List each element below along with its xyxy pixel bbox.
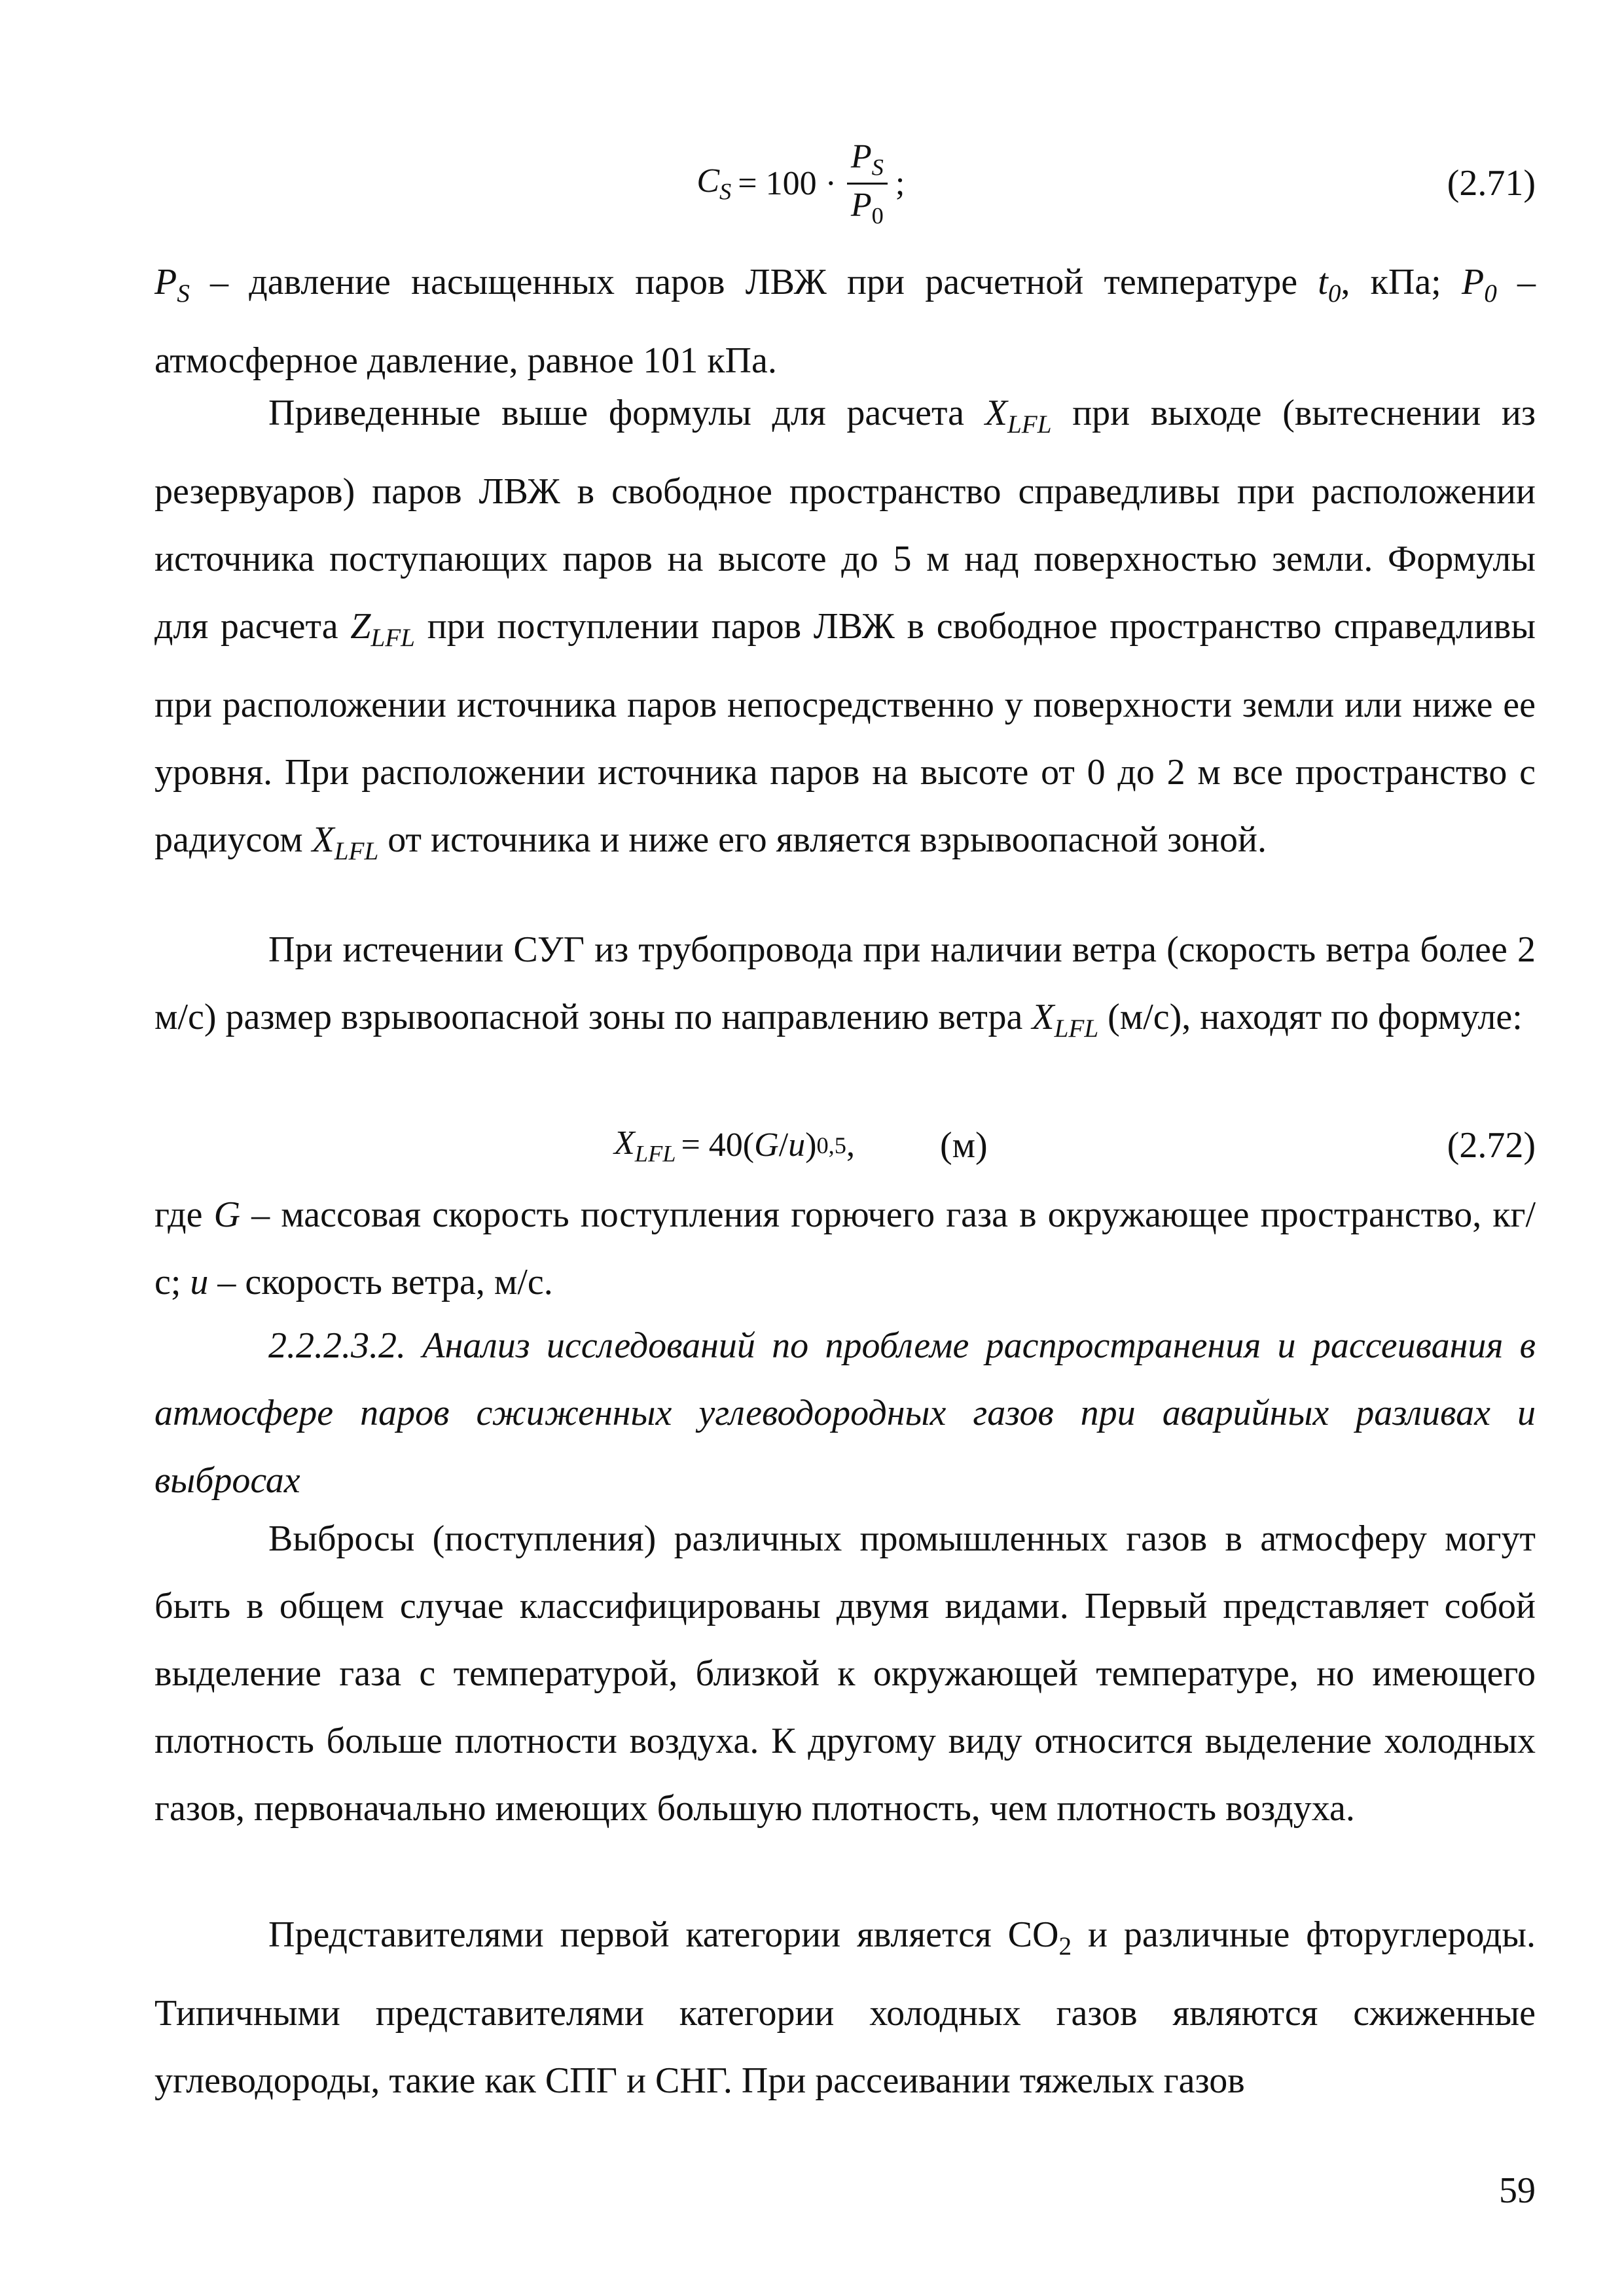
section-heading: 2.2.2.3.2. Анализ исследований по проблеме распространения и рассеивания в атмосфере паров сжиженных углеводородных газов при аварийных разливах и выбросах [154,1325,1536,1501]
eq271-tail: ; [895,164,905,202]
eq271-operator: = 100 · [738,164,837,202]
eq272-paren: ) [805,1126,817,1164]
symbol-p0: $P_0$ [1461,262,1497,308]
symbol-t0: $t_0$ [1318,262,1341,308]
eq272-exponent: 0,5 [816,1132,846,1158]
eq271-lhs: $C_S$ [696,162,732,205]
eq272-unit: (м) [939,1124,988,1166]
eq271-numerator: $P_S$ [847,137,888,184]
symbol-xlfl: $X_{LFL}$ [984,393,1052,439]
equation-2-72-formula [154,1124,1447,1167]
symbol-g: G [213,1194,241,1235]
equation-2-72-number: (2.72) [1447,1125,1536,1166]
paragraph-formula-validity: Приведенные выше формулы для расчета $X_{LFL}$ при выходе (вытеснении из резервуаров) паров ЛВЖ в свободное пространство справедливы при расположении источника поступающих паров на высоте до 5 м над поверхностью земли. Формулы для расчета $Z_{LFL}$ при поступлении паров ЛВЖ в свободное пространство справедливы при расположении источника паров непосредственно у поверхности земли или ниже ее уровня. При расположении источника паров на высоте от 0 до 2 м все пространство с радиусом $X_{LFL}$ от источника и ниже его является взрывоопасной зоной. [154,393,1536,866]
equation-2-72 [154,1113,1536,1178]
paragraph-ps-definition: $P_S$ – давление насыщенных паров ЛВЖ при расчетной температуре $t_0$, кПа; $P_0$ – атмосферное давление, равное 101 кПа. [154,262,1536,382]
eq272-coefficient: = 40( [681,1126,755,1164]
eq272-tail: , [846,1126,855,1164]
paragraph-where-g: где G – массовая скорость поступления горючего газа в окружающее пространство, кг/с; u – скорость ветра, м/с. [154,1194,1536,1302]
symbol-u: u [190,1262,209,1302]
eq271-denominator: $P_0$ [850,186,884,228]
symbol-ps: $P_S$ [154,262,190,308]
eq272-g: G [754,1126,779,1164]
eq272-slash: / [778,1126,789,1164]
equation-2-71-formula [154,137,1447,229]
paragraph-representatives: Представителями первой категории является $CO_2$ и различные фторуглероды. Типичными представителями категории холодных газов являются сжиженные углеводороды, такие как СПГ и СНГ. При рассеивании тяжелых газов [154,1914,1536,2102]
eq272-lhs: $X_{LFL}$ [613,1124,676,1167]
symbol-xlfl: $X_{LFL}$ [1032,997,1099,1043]
eq272-u: u [788,1126,806,1164]
equation-2-71-number: (2.71) [1447,163,1536,204]
equation-2-71 [154,134,1536,232]
paragraph-pipeline-leak: При истечении СУГ из трубопровода при наличии ветра (скорость ветра более 2 м/с) размер взрывоопасной зоны по направлению ветра $X_{LFL}$ (м/с), находят по формуле: [154,929,1536,1043]
page-number: 59 [1499,2170,1536,2211]
symbol-xlfl: $X_{LFL}$ [312,819,379,866]
eq271-fraction [847,137,888,229]
symbol-zlfl: $Z_{LFL}$ [350,606,415,653]
co2-subscript: 2 [1058,1932,1072,1961]
paragraph-emissions: Выбросы (поступления) различных промышленных газов в атмосферу могут быть в общем случае классифицированы двумя видами. Первый представляет собой выделение газа с температурой, близкой к окружающей температуре, но имеющего плотность больше плотности воздуха. К другому виду относится выделение холодных газов, первоначально имеющих большую плотность, чем плотность воздуха. [154,1518,1536,1829]
